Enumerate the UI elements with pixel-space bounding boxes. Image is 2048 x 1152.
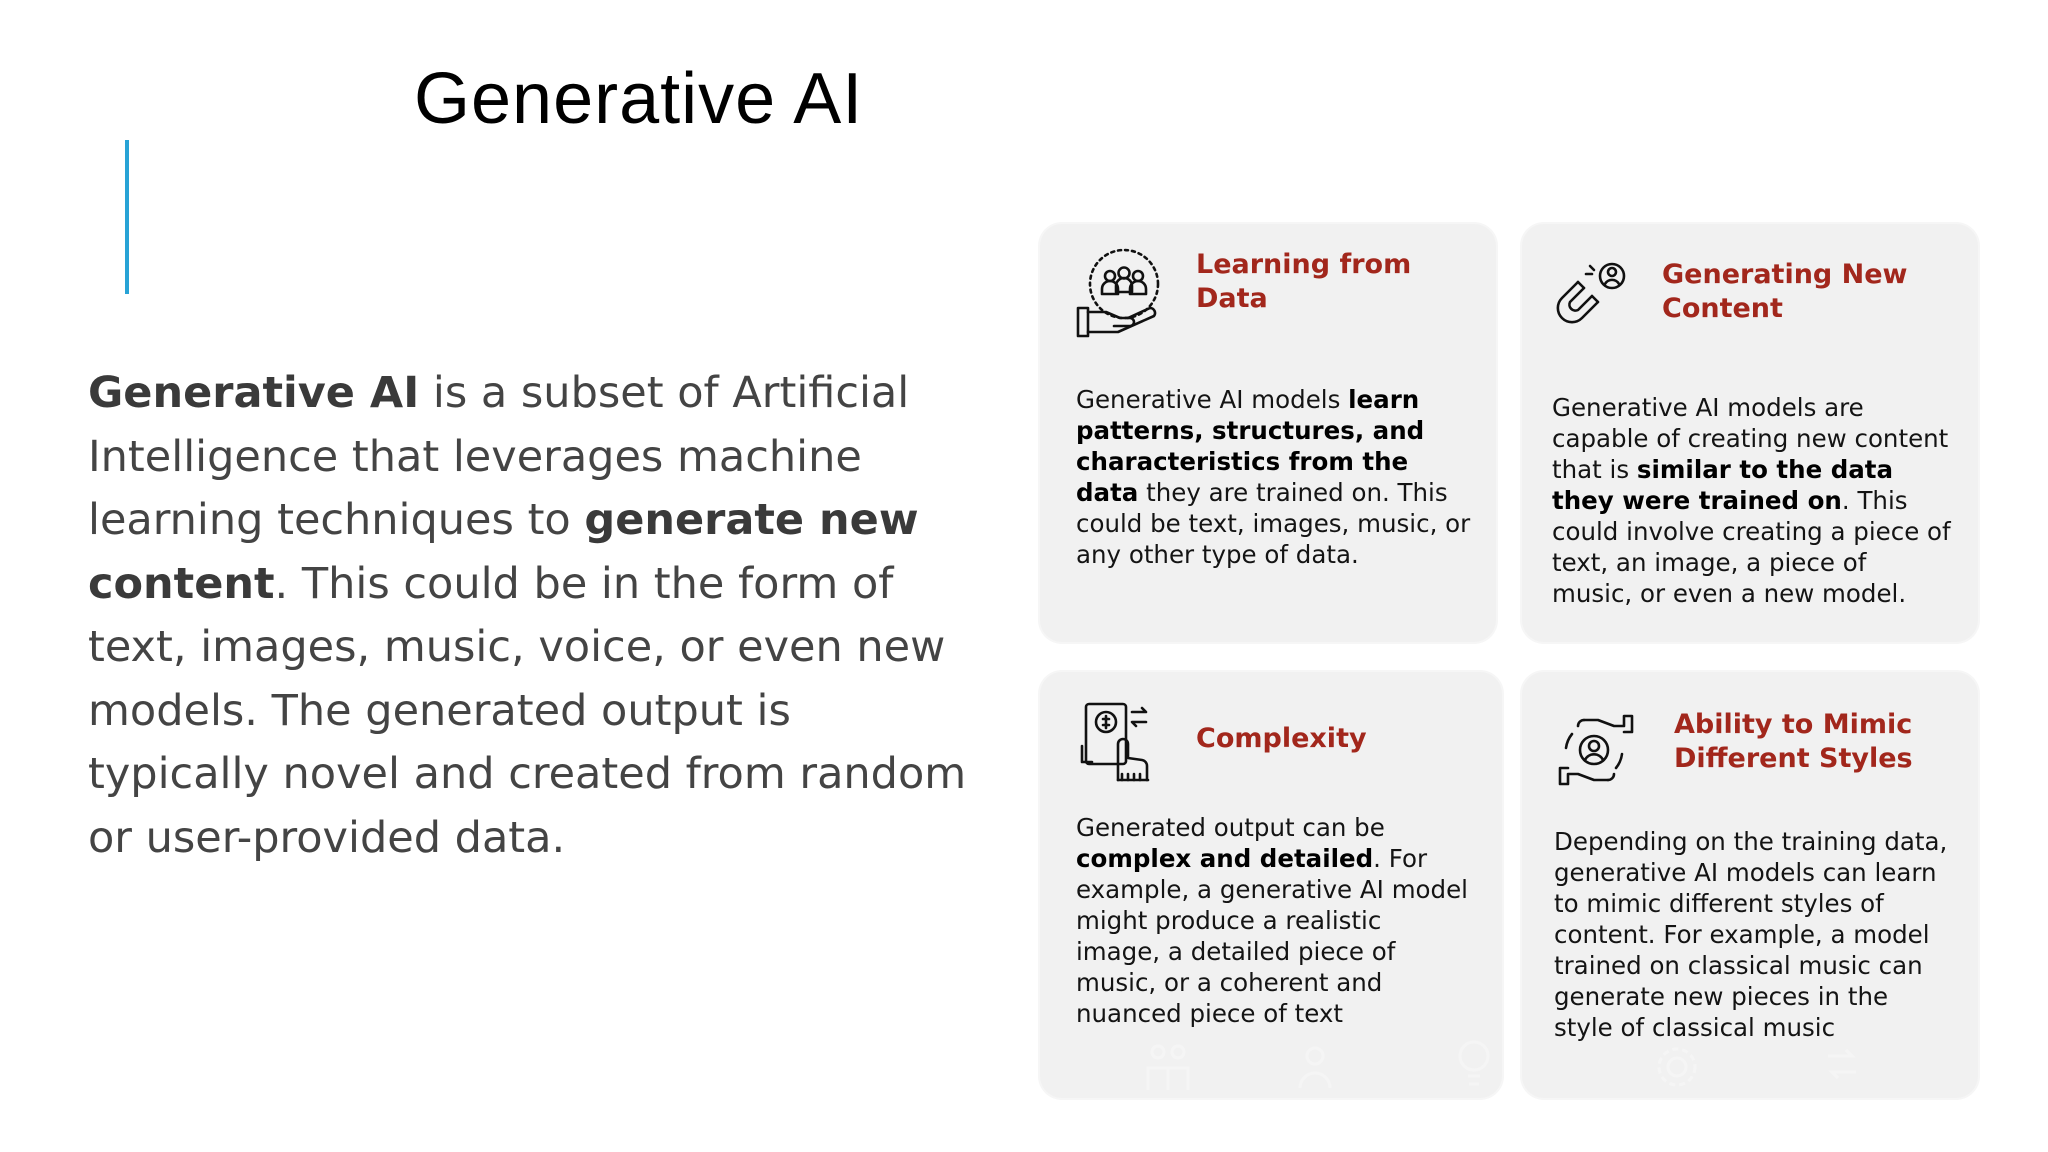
people-in-hand-icon: [1074, 246, 1170, 342]
card-complexity: [1040, 672, 1502, 1098]
card-body-pre: Generative AI models: [1076, 385, 1349, 414]
card-learning-from-data: [1040, 224, 1496, 642]
intro-strong-1: Generative AI: [88, 368, 420, 418]
faint-arrows-icon: [1822, 1044, 1862, 1088]
card-generating-new-content: [1522, 224, 1978, 642]
card-body-pre: Generated output can be: [1076, 813, 1385, 842]
faint-people-icon: [1140, 1042, 1196, 1096]
intro-text-1: is a subset of Artificial Intelligence that leverages machine learning techniques to: [88, 368, 910, 545]
intro-text-2: . This could be in the form of text, images, music, voice, or even new models. The generated output is typically novel and created from random or user-provided data.: [88, 558, 967, 863]
card-body-bold: similar to the data they were trained on: [1552, 455, 1894, 515]
card-body-post: they are trained on. This could be text, images, music, or any other type of data.: [1076, 478, 1471, 569]
card-body-post: . This could involve creating a piece of text, an image, a piece of music, or even a new model.: [1552, 486, 1951, 608]
intro-strong-2: generate new content: [88, 495, 919, 609]
card-body: [1552, 392, 1952, 609]
accent-bar: [125, 140, 129, 294]
magnet-user-icon: [1550, 260, 1630, 340]
card-body-post: . For example, a generative AI model might produce a realistic image, a detailed piece of music, or a coherent and nuanced piece of text: [1076, 844, 1468, 1028]
card-title: Learning from Data: [1196, 249, 1412, 314]
card-body: [1554, 826, 1954, 1043]
hands-user-icon: [1554, 708, 1638, 792]
card-title: Ability to Mimic Different Styles: [1674, 709, 1913, 774]
intro-paragraph: [88, 362, 968, 870]
card-body-post: Depending on the training data, generative AI models can learn to mimic different styles of content. For example, a model trained on classical music can generate new pieces in the style of classical music: [1554, 827, 1948, 1042]
faint-gear-icon: [1652, 1042, 1702, 1096]
card-body-pre: Generative AI models are capable of creating new content that is: [1552, 393, 1949, 484]
faint-user-icon: [1290, 1042, 1340, 1096]
card-body-bold: complex and detailed: [1076, 844, 1374, 873]
card-body: [1076, 384, 1472, 570]
device-hand-icon: [1078, 700, 1162, 784]
card-title: Generating New Content: [1662, 259, 1908, 324]
card-body-bold: learn patterns, structures, and characteristics from the data: [1076, 385, 1425, 507]
card-ability-to-mimic-different-styles: [1522, 672, 1978, 1098]
faint-bulb-icon: [1454, 1036, 1494, 1096]
slide-title: Generative AI: [414, 59, 864, 139]
card-title: Complexity: [1196, 723, 1367, 754]
card-body: [1076, 812, 1472, 1029]
